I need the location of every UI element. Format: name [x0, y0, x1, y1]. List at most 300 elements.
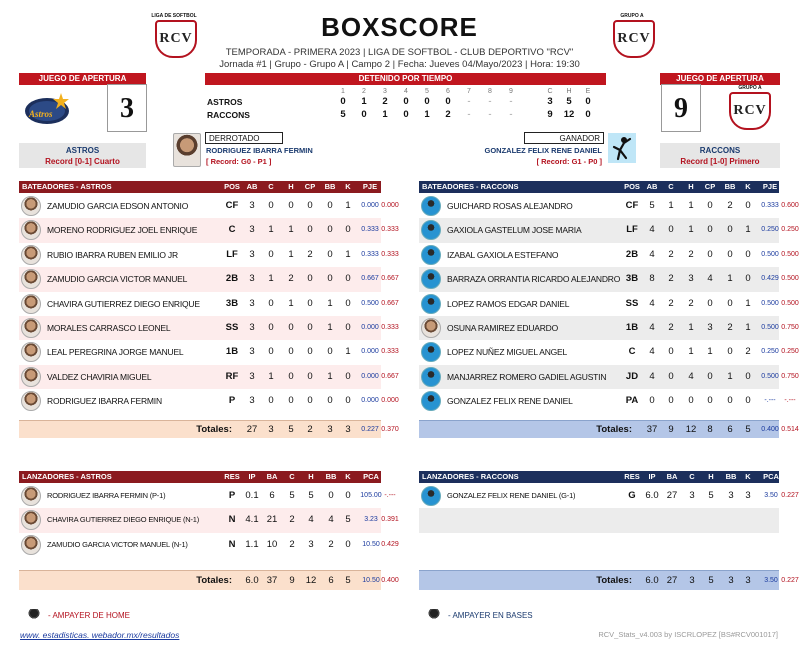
pitching-bb: 2 [328, 538, 334, 550]
pitcher-avatar [21, 510, 41, 530]
batting-h: 2 [688, 297, 694, 309]
player-name: LOPEZ RAMOS EDGAR DANIEL [447, 298, 570, 309]
batting-h: 1 [288, 248, 294, 260]
batting-cp: 0 [707, 248, 713, 260]
batting-cp: 2 [307, 248, 313, 260]
batting-c: 0 [268, 346, 274, 358]
batting-obp: 0.333 [381, 324, 399, 331]
totals-bb: 3 [728, 575, 734, 587]
linescore-inning-runs: - [467, 96, 471, 107]
batting-table-title: BATEADORES - RACCONS [419, 181, 779, 193]
left-logo-caption: LIGA DE SOFTBOL [151, 13, 197, 19]
raccons-score: 9 [661, 84, 701, 132]
totals-k: 3 [745, 575, 751, 587]
batting-pos: 2B [625, 248, 639, 260]
linescore-inning-runs: 1 [361, 96, 367, 107]
batting-k: 1 [345, 346, 351, 358]
linescore-inning-runs: - [488, 96, 492, 107]
inning-header: 7 [467, 88, 471, 95]
pitching-column-header: BB [725, 472, 737, 481]
player-avatar [21, 220, 41, 240]
rhe-header: C [547, 88, 553, 95]
pitching-pop: 0.227 [781, 492, 799, 499]
batting-obp: 0.250 [781, 226, 799, 234]
batting-pos: 2B [225, 273, 239, 285]
totals-ab: 27 [246, 423, 258, 435]
batting-bb: 1 [727, 273, 733, 285]
batting-pos: 1B [625, 322, 639, 333]
pitcher-name: CHAVIRA GUTIERREZ DIEGO ENRIQUE (N-1) [47, 515, 200, 525]
rhe-header: H [566, 88, 572, 95]
batting-c: 0 [268, 395, 274, 407]
player-avatar [421, 269, 441, 289]
batting-row [19, 194, 399, 218]
raccons-logo-text: RCV [733, 103, 767, 118]
batting-h: 1 [688, 322, 694, 333]
batting-pje: 0.500 [761, 250, 779, 258]
player-avatar [21, 391, 41, 411]
batting-c: 0 [668, 346, 674, 358]
batting-obp: 0.000 [381, 397, 399, 405]
batting-column-header: OBP [781, 182, 799, 191]
batting-ab: 4 [649, 297, 655, 309]
pitching-column-header: PCA [363, 472, 379, 481]
pitching-ip: 4.1 [245, 514, 259, 526]
batting-row [419, 194, 799, 218]
batting-h: 3 [688, 273, 694, 285]
linescore-rhe-value: 5 [566, 96, 572, 107]
player-avatar [421, 367, 441, 387]
batting-bb: 0 [727, 224, 733, 236]
league-logo-right-text: RCV [617, 31, 651, 46]
pitching-column-header: IP [648, 472, 656, 481]
batting-column-header: POS [624, 182, 640, 191]
astros-score: 3 [107, 84, 147, 132]
pitching-pca: 105.00 [360, 492, 382, 499]
right-logo-caption: GRUPO A [620, 13, 644, 19]
totals-k: 5 [745, 423, 751, 435]
pitching-res: G [628, 490, 636, 501]
astros-team-record: Record [0-1] Cuarto [45, 157, 120, 166]
batting-pos: 1B [225, 346, 239, 358]
linescore-rhe-value: 9 [547, 109, 553, 120]
batting-bb: 2 [727, 200, 733, 211]
rhe-header: E [585, 88, 591, 95]
pitching-pca: 10.50 [362, 540, 380, 548]
batting-column-header: CP [304, 182, 316, 191]
batting-pje: 0.000 [361, 348, 379, 356]
batting-row [19, 218, 399, 242]
pitching-ba: 10 [266, 538, 278, 550]
batting-column-header: BB [324, 182, 336, 191]
batting-k: 0 [745, 370, 751, 382]
pitching-column-header: BA [266, 472, 278, 481]
pitching-column-header: C [289, 472, 295, 481]
pitching-column-header: POP [782, 472, 798, 481]
player-avatar [21, 269, 41, 289]
batting-obp: 0.750 [781, 372, 799, 380]
batting-bb: 1 [327, 322, 333, 333]
linescore-rhe-value: 3 [547, 96, 553, 107]
player-name: OSUNA RAMIREZ EDUARDO [447, 323, 559, 333]
batting-c: 2 [668, 297, 674, 309]
player-name: MORALES CARRASCO LEONEL [47, 323, 171, 333]
batting-pje: 0.333 [761, 202, 779, 209]
pitching-ip: 0.1 [245, 490, 259, 501]
player-avatar [421, 196, 441, 216]
page-title: BOXSCORE [321, 12, 478, 42]
player-name: GAXIOLA GASTELUM JOSE MARIA [447, 225, 582, 236]
totals-pca: 3.50 [764, 577, 778, 585]
pitching-k: 0 [345, 490, 351, 501]
inning-header: 6 [446, 88, 450, 95]
linescore-team-name: ASTROS [207, 97, 243, 107]
batting-pos: LF [226, 248, 238, 260]
pitcher-name: GONZALEZ FELIX RENE DANIEL (G-1) [447, 491, 576, 500]
totals-ba: 27 [666, 575, 678, 587]
pitcher-avatar [21, 486, 41, 506]
raccons-logo [729, 92, 771, 130]
batting-h: 1 [688, 200, 694, 211]
batting-h: 2 [688, 248, 694, 260]
batting-ab: 0 [649, 395, 655, 407]
batting-h: 2 [288, 273, 294, 285]
batting-row [19, 316, 399, 340]
batting-column-header: C [668, 182, 674, 191]
pitching-ip: 1.1 [245, 538, 259, 550]
batting-h: 0 [288, 322, 294, 333]
batting-cp: 0 [307, 395, 313, 407]
linescore-inning-runs: 0 [340, 96, 346, 107]
batting-column-header: K [745, 182, 751, 191]
pitching-h: 5 [708, 490, 714, 501]
pitching-k: 5 [345, 514, 351, 526]
batting-obp: 0.333 [381, 250, 399, 258]
player-name: BARRAZA ORRANTIA RICARDO ALEJANDRO [447, 274, 621, 285]
batting-totals-row [419, 420, 799, 438]
pitching-column-header: PCA [763, 472, 779, 481]
game-info-line: Jornada #1 | Grupo - Grupo A | Campo 2 | Fecha: Jueves 04/Mayo/2023 | Hora: 19:30 [219, 59, 580, 70]
batting-cp: 0 [307, 224, 313, 236]
winning-pitcher-record: [ Record: G1 - P0 ] [536, 157, 602, 166]
pitching-column-header: RES [224, 472, 240, 481]
batting-pje: 0.250 [761, 226, 779, 234]
totals-obp: 0.514 [781, 425, 799, 433]
pitching-c: 5 [289, 490, 295, 501]
batting-c: 1 [268, 273, 274, 285]
pitching-column-header: BB [325, 472, 337, 481]
player-name: ZAMUDIO GARCIA EDSON ANTONIO [47, 201, 189, 211]
batting-k: 0 [345, 224, 351, 236]
pitching-row [419, 484, 799, 508]
pitching-column-header: IP [248, 472, 256, 481]
pitching-totals-row [19, 570, 399, 590]
pitching-res: P [228, 490, 236, 501]
batting-obp: 0.750 [781, 324, 799, 331]
totals-h: 5 [288, 423, 294, 435]
pitching-table-title: LANZADORES - RACCONS [419, 471, 779, 483]
player-avatar [421, 245, 441, 265]
batting-column-header: K [345, 182, 351, 191]
batting-obp: 0.000 [381, 202, 399, 209]
batting-k: 0 [745, 248, 751, 260]
totals-label: Totales: [196, 575, 232, 587]
player-avatar [421, 220, 441, 240]
batting-cp: 4 [707, 273, 713, 285]
totals-obp: 0.370 [381, 425, 399, 433]
batting-ab: 3 [249, 395, 255, 407]
player-name: CHAVIRA GUTIERREZ DIEGO ENRIQUE [47, 298, 200, 309]
batting-pos: LF [626, 224, 638, 236]
linescore-inning-runs: 5 [340, 109, 346, 120]
batting-cp: 0 [707, 200, 713, 211]
pitching-column-header: K [745, 472, 751, 481]
batting-obp: 0.667 [381, 275, 399, 283]
player-avatar [21, 367, 41, 387]
batting-column-header: BB [724, 182, 736, 191]
batting-pje: 0.000 [361, 372, 379, 380]
left-game-label: JUEGO DE APERTURA [19, 73, 146, 85]
linescore-rhe-value: 12 [563, 109, 575, 120]
batting-ab: 3 [249, 248, 255, 260]
results-link[interactable]: www. estadisticas. webador.mx/resultados [20, 630, 180, 640]
batting-c: 2 [668, 273, 674, 285]
batting-row [19, 243, 399, 267]
player-avatar [21, 294, 41, 314]
batting-k: 0 [345, 297, 351, 309]
batting-h: 0 [288, 370, 294, 382]
batting-pje: 0.250 [761, 348, 779, 356]
totals-ab: 37 [646, 423, 658, 435]
batting-cp: 0 [707, 370, 713, 382]
totals-pop: 0.227 [781, 577, 799, 585]
batting-pos: P [228, 395, 236, 407]
batting-k: 0 [745, 200, 751, 211]
home-umpire-icon [28, 609, 40, 621]
batting-c: 0 [268, 297, 274, 309]
batting-bb: 1 [327, 297, 333, 309]
home-umpire-label: - AMPAYER DE HOME [48, 611, 130, 620]
batting-cp: 0 [707, 224, 713, 236]
batting-bb: 0 [327, 248, 333, 260]
batting-bb: 1 [727, 370, 733, 382]
linescore-inning-runs: - [509, 96, 513, 107]
linescore-inning-runs: - [488, 109, 492, 120]
player-name: RUBIO IBARRA RUBEN EMILIO JR [47, 249, 178, 260]
batting-bb: 0 [727, 395, 733, 407]
batting-pos: C [628, 346, 636, 358]
totals-label: Totales: [596, 575, 632, 587]
batting-k: 0 [345, 370, 351, 382]
batting-cp: 0 [307, 200, 313, 211]
astros-logo [21, 89, 75, 129]
pitching-column-header: RES [624, 472, 640, 481]
batting-ab: 4 [649, 224, 655, 236]
totals-bb: 6 [727, 423, 733, 435]
linescore-inning-runs: 2 [382, 96, 388, 107]
batting-ab: 3 [249, 297, 255, 309]
totals-cp: 8 [707, 423, 713, 435]
totals-k: 3 [345, 423, 351, 435]
batting-column-header: PJE [762, 182, 778, 191]
player-avatar [21, 196, 41, 216]
batting-pos: RF [225, 370, 239, 382]
pitching-bb: 4 [328, 514, 334, 526]
inning-header: 8 [488, 88, 492, 95]
pitching-pca: 3.23 [364, 516, 378, 524]
batting-obp: 0.500 [781, 299, 799, 307]
batting-cp: 0 [307, 322, 313, 333]
player-name: LEAL PEREGRINA JORGE MANUEL [47, 347, 184, 358]
batting-k: 1 [745, 224, 751, 236]
player-avatar [421, 391, 441, 411]
totals-c: 9 [668, 423, 674, 435]
batting-h: 1 [288, 297, 294, 309]
batting-bb: 2 [727, 322, 733, 333]
batting-column-header: C [268, 182, 274, 191]
pitching-row [19, 484, 396, 508]
totals-c: 3 [689, 575, 695, 587]
batting-column-header: PJE [362, 182, 378, 191]
batting-bb: 0 [727, 248, 733, 260]
linescore-inning-runs: 1 [382, 109, 388, 120]
inning-header: 9 [509, 88, 513, 95]
totals-pje: 0.400 [761, 425, 779, 433]
player-name: LOPEZ NUÑEZ MIGUEL ANGEL [447, 347, 568, 358]
batting-cp: 0 [307, 273, 313, 285]
batting-h: 0 [288, 395, 294, 407]
astros-team-label [19, 143, 146, 168]
batting-ab: 4 [649, 370, 655, 382]
player-avatar [421, 294, 441, 314]
batting-cp: 0 [307, 370, 313, 382]
batting-obp: 0.667 [381, 372, 399, 380]
pitching-res: N [228, 538, 236, 550]
batting-pje: 0.500 [761, 372, 779, 380]
batting-obp: 0.333 [381, 348, 399, 356]
pitching-column-header: POP [382, 472, 398, 481]
batting-pje: -.--- [764, 397, 776, 405]
totals-ip: 6.0 [645, 575, 659, 587]
inning-header: 2 [362, 88, 366, 95]
batting-row [419, 267, 799, 291]
batting-obp: 0.500 [781, 250, 799, 258]
batting-ab: 3 [249, 370, 255, 382]
batting-pos: CF [625, 200, 639, 211]
linescore-inning-runs: - [467, 109, 471, 120]
totals-pca: 10.50 [362, 577, 380, 585]
winning-pitcher-label: GANADOR [524, 132, 604, 144]
pitching-k: 3 [745, 490, 751, 501]
pitching-row [419, 533, 779, 557]
batting-pje: 0.333 [361, 250, 379, 258]
pitching-column-header: H [308, 472, 314, 481]
pitching-pop: 0.429 [381, 540, 399, 548]
batting-c: 1 [268, 224, 274, 236]
batting-bb: 0 [727, 346, 733, 358]
batting-k: 2 [745, 346, 751, 358]
pitcher-silhouette-icon [608, 133, 636, 163]
pitcher-avatar [21, 535, 41, 555]
batting-cp: 0 [707, 297, 713, 309]
batting-row [419, 243, 799, 267]
pitching-row [419, 508, 779, 532]
batting-c: 2 [668, 248, 674, 260]
inning-header: 5 [425, 88, 429, 95]
batting-pje: 0.500 [361, 299, 379, 307]
totals-c: 3 [268, 423, 274, 435]
batting-c: 0 [268, 200, 274, 211]
pitching-k: 0 [345, 538, 351, 550]
batting-ab: 8 [649, 273, 655, 285]
pitching-column-header: BA [666, 472, 678, 481]
losing-pitcher-name: RODRIGUEZ IBARRA FERMIN [206, 146, 313, 155]
batting-ab: 4 [649, 346, 655, 358]
game-status: DETENIDO POR TIEMPO [205, 73, 606, 85]
pitching-column-header: H [708, 472, 714, 481]
batting-row [419, 218, 799, 242]
batting-totals-row [19, 420, 399, 438]
batting-cp: 0 [307, 346, 313, 358]
inning-header: 3 [383, 88, 387, 95]
player-avatar [421, 342, 441, 362]
raccons-team-record: Record [1-0] Primero [680, 157, 760, 166]
batting-pos: JD [625, 370, 639, 382]
totals-label: Totales: [196, 423, 232, 435]
batting-h: 0 [288, 346, 294, 358]
batting-bb: 0 [327, 273, 333, 285]
batting-bb: 0 [727, 297, 733, 309]
pitching-pca: 3.50 [764, 492, 778, 499]
player-avatar [21, 318, 41, 338]
linescore-inning-runs: 0 [403, 109, 409, 120]
pitching-ip: 6.0 [645, 490, 659, 501]
batting-k: 1 [745, 322, 751, 333]
totals-label: Totales: [596, 423, 632, 435]
season-line: TEMPORADA - PRIMERA 2023 | LIGA DE SOFTBOL - CLUB DEPORTIVO "RCV" [225, 47, 574, 58]
batting-pje: 0.500 [761, 324, 779, 331]
raccons-logo-caption: GRUPO A [738, 85, 762, 91]
batting-column-header: AB [246, 182, 258, 191]
batting-obp: -.--- [784, 397, 796, 405]
losing-pitcher-photo [173, 133, 201, 167]
player-name: GONZALEZ FELIX RENE DANIEL [447, 396, 573, 407]
batting-row [19, 365, 399, 389]
winning-pitcher-name: GONZALEZ FELIX RENE DANIEL [484, 146, 602, 155]
pitching-column-header: C [689, 472, 695, 481]
batting-c: 2 [668, 322, 674, 333]
player-name: RODRIGUEZ IBARRA FERMIN [47, 396, 162, 407]
batting-ab: 4 [649, 322, 655, 333]
batting-k: 0 [345, 395, 351, 407]
totals-h: 5 [708, 575, 714, 587]
batting-pos: SS [625, 297, 639, 309]
batting-ab: 3 [249, 322, 255, 333]
batting-pje: 0.429 [761, 275, 779, 283]
batting-column-header: OBP [381, 182, 399, 191]
astros-logo-text: Astros [29, 109, 53, 119]
batting-pje: 0.000 [361, 324, 379, 331]
batting-row [19, 389, 399, 413]
pitching-table-title: LANZADORES - ASTROS [19, 471, 381, 483]
batting-h: 1 [288, 224, 294, 236]
pitching-ba: 27 [666, 490, 678, 501]
league-logo-left-text: RCV [159, 31, 193, 46]
batting-cp: 1 [707, 346, 713, 358]
batting-column-header: CP [704, 182, 716, 191]
pitching-h: 3 [308, 538, 314, 550]
player-avatar [21, 245, 41, 265]
